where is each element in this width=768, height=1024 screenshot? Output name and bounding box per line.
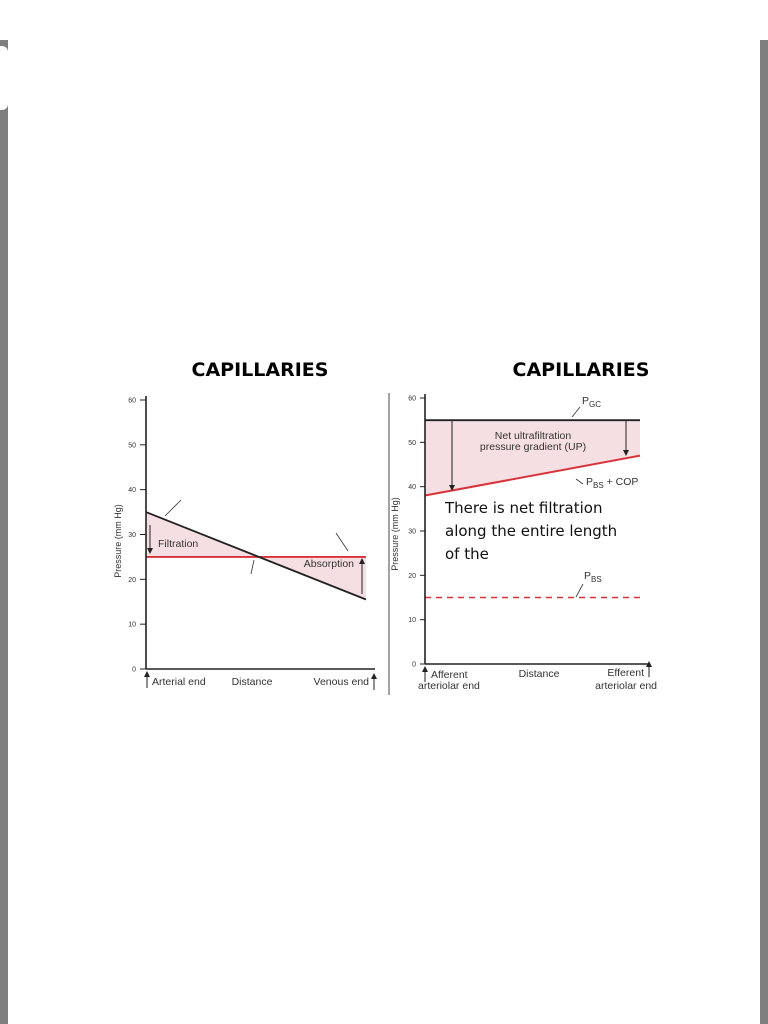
chart-glomerular-capillaries [390,359,657,692]
pgc-label-main: P [582,395,590,407]
y-tick-label: 50 [408,439,416,447]
leader-line [251,560,254,574]
pbs-cop-label-rest: + COP [603,476,639,488]
venous-end-arrowhead [371,673,377,679]
chart1-title: CAPILLARIES [191,359,329,381]
note-line2: along the entire length [445,522,618,540]
chart2-x-end-label-line1: Efferent [607,667,644,679]
chart2-x-axis-label: Distance [518,668,560,680]
y-tick-label: 60 [408,395,416,403]
pbs-label-sub: BS [591,575,602,584]
up-label-line1: Net ultrafiltration [494,430,572,442]
afferent-arrowhead [422,666,428,672]
y-tick-label: 30 [128,532,136,539]
chart1-y-ticks [128,398,146,674]
pbs-cop-label-sub: BS [593,481,604,490]
chart2-x-start-label-line2: arteriolar end [418,680,480,692]
pbs-label [584,570,602,584]
y-tick-label: 10 [408,617,416,625]
y-tick-label: 50 [128,442,136,450]
chart-systemic-capillaries [113,359,377,690]
chart2-title: CAPILLARIES [512,359,650,381]
pbs-label-main: P [584,570,592,582]
y-tick-label: 20 [128,576,136,584]
pgc-label-sub: GC [589,400,602,409]
chart2-x-start-label-line1: Afferent [431,669,468,681]
up-label-line2: pressure gradient (UP) [479,441,587,453]
chart1-x-end-label: Venous end [313,676,369,688]
chart2-x-end-label-line2: arteriolar end [595,680,657,692]
pbs-cop-leader [576,479,583,484]
chart2-y-axis-label: Pressure (mm Hg) [390,497,400,571]
pbs-cop-label [586,476,638,490]
pbs-cop-label-main: P [586,476,594,488]
chart2-y-ticks [408,396,425,669]
leader-line [336,533,348,551]
pgc-label [582,395,601,409]
y-tick-label: 0 [132,666,136,674]
filtration-label: Filtration [158,538,199,550]
arterial-end-arrowhead [144,671,150,677]
y-tick-label: 40 [128,487,136,495]
note-line1: There is net filtration [445,499,603,517]
y-tick-label: 0 [412,661,416,669]
pbs-leader [576,584,583,597]
y-tick-label: 60 [128,397,136,405]
y-tick-label: 20 [408,572,416,580]
leader-line [165,500,181,516]
chart1-y-axis-label: Pressure (mm Hg) [113,504,123,578]
absorption-label: Absorption [303,558,354,570]
pgc-leader [572,407,580,417]
chart1-x-start-label: Arterial end [152,676,206,688]
chart1-x-axis-label: Distance [231,676,273,688]
y-tick-label: 40 [408,484,416,492]
note-line3: of the [445,545,489,563]
y-tick-label: 10 [128,621,136,629]
y-tick-label: 30 [408,528,416,536]
